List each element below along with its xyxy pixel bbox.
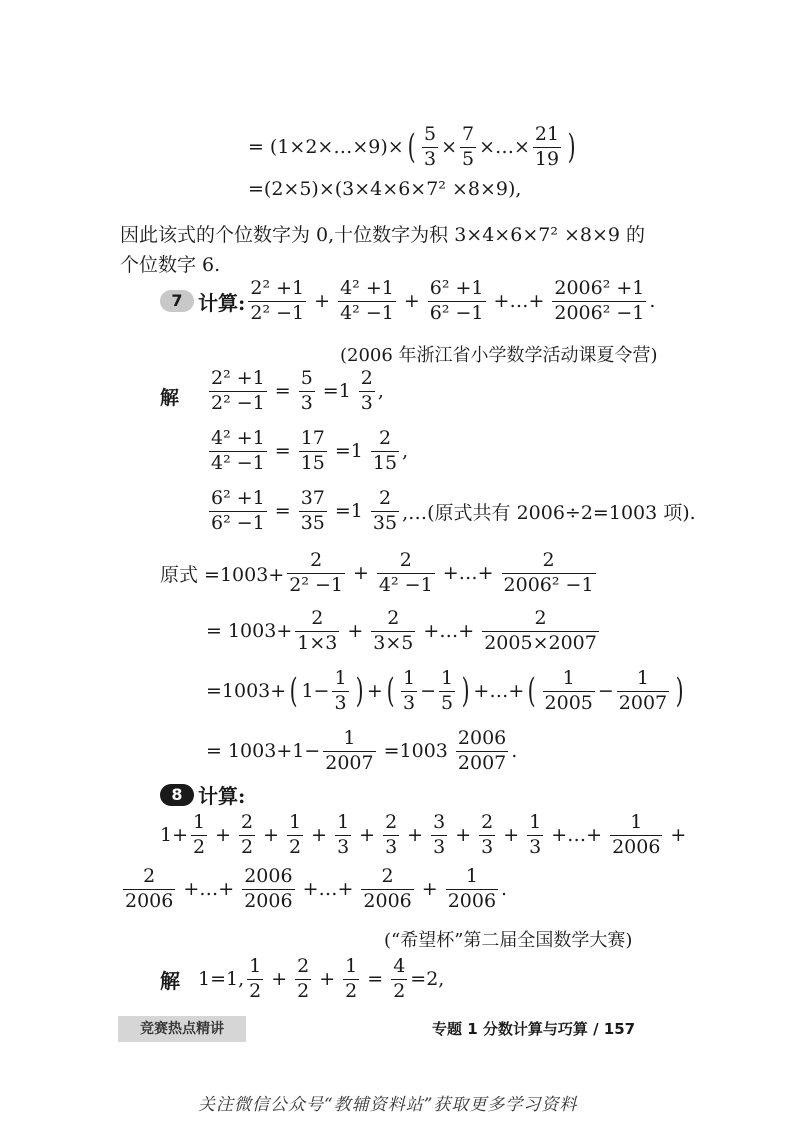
fraction: $\frac{4}{2}$ [393, 955, 406, 1002]
fraction: $\frac{2006}{2007}$ [457, 727, 507, 774]
fraction: $\frac{1}{2006}$ [612, 811, 661, 858]
problem-8 [160, 780, 245, 809]
fraction: $\frac{3}{3}$ [433, 811, 446, 858]
fraction: $\frac{2}{2005\times 2007}$ [484, 607, 597, 654]
step-3: =1003+ ( 1− $\frac{1}{3}$ ) + ( $\frac{1}{3}$ − $\frac{1}{5}$ ) +…+ ( $\frac{1}{2005}$ − $\frac{1}{2007}$ ) [206, 667, 684, 714]
fraction: $\frac{\text{2006² +1}}{\text{2006² −1}}$ [554, 277, 645, 324]
step-4: = 1003+1− $\frac{1}{2007}$ =1003 $\frac{2006}{2007}$ . [206, 727, 518, 774]
fraction: $\frac{1}{2}$ [289, 811, 302, 858]
operator: + [215, 824, 232, 847]
fraction: $\frac{2}{\text{4² −1}}$ [378, 549, 433, 596]
fraction: $\frac{1}{2}$ [345, 955, 358, 1002]
problem-number-badge: 8 [160, 784, 194, 806]
fraction: $\frac{2}{2006}$ [363, 865, 412, 912]
solution-8: 解 1=1, $\frac{1}{2}$ + $\frac{2}{2}$ + $\frac{1}{2}$ = $\frac{4}{2}$ =2, [160, 955, 445, 1002]
paren: ( [407, 127, 416, 168]
fraction: $\frac{2}{35}$ [372, 487, 398, 534]
fraction: $\frac{1}{2}$ [193, 811, 206, 858]
fraction: $\frac{37}{35}$ [300, 487, 325, 534]
fraction: $\frac{2}{\text{2² −1}}$ [289, 549, 343, 596]
text: (1×2×…×9)× [269, 136, 404, 159]
fraction: $\frac{1}{3}$ [529, 811, 542, 858]
operator: +…+ [183, 878, 235, 901]
problem-7: 7 计算: $\frac{\text{2² +1}}{\text{2² −1}}$ + $\frac{\text{4² +1}}{\text{4² −1}}$ + $\frac{\text{6² +1}}{\text{6² −1}}$ +…+ $\frac{\text{2006² +1}}{\text{2006² −1}}$ . [160, 278, 655, 325]
fraction: $\frac{2}{2}$ [297, 955, 310, 1002]
solution-row-2: $\frac{\text{4² +1}}{\text{4² −1}}$ = $\frac{17}{15}$ =1 $\frac{2}{15}$ , [211, 427, 409, 474]
text: = [248, 136, 264, 159]
solution-row-3: $\frac{\text{6² +1}}{\text{6² −1}}$ = $\frac{37}{35}$ =1 $\frac{2}{35}$ ,…(原式共有 2006÷2=1003 项). [211, 487, 696, 534]
fraction: $\frac{\text{6² +1}}{\text{6² −1}}$ [429, 277, 484, 324]
fraction: $\frac{7}{5}$ [461, 123, 475, 170]
paragraph: 因此该式的个位数字为 0,十位数字为积 3×4×6×7² ×8×9 的 [120, 224, 646, 246]
fraction: $\frac{1}{2005}$ [544, 667, 593, 714]
fraction: $\frac{2}{3}$ [360, 367, 373, 414]
fraction: $\frac{\text{6² +1}}{\text{6² −1}}$ [211, 487, 265, 534]
operator: + [670, 824, 687, 847]
solution-label: 解 [160, 387, 180, 409]
operator: + [359, 824, 376, 847]
step-2: = 1003+ $\frac{2}{1\times 3}$ + $\frac{2}{3\times 5}$ +…+ $\frac{2}{2005\times 2007}$ [206, 607, 597, 654]
operator: + [263, 824, 280, 847]
equation-line-1 [248, 124, 579, 171]
operator: +…+ [551, 824, 603, 847]
text: ×…× [479, 136, 530, 159]
fraction: $\frac{1}{2006}$ [447, 865, 497, 912]
fraction: $\frac{\text{4² +1}}{\text{4² −1}}$ [340, 277, 394, 324]
operator: + [407, 824, 424, 847]
fraction: $\frac{2}{3}$ [481, 811, 494, 858]
fraction: $\frac{1}{3}$ [337, 811, 350, 858]
fraction: $\frac{5}{3}$ [300, 367, 313, 414]
text: × [441, 136, 457, 159]
solution-label: 解 [160, 968, 180, 993]
fraction: $\frac{1}{2007}$ [618, 667, 668, 714]
fraction: $\frac{2006}{2006}$ [244, 865, 293, 912]
equation-line-2: =(2×5)×(3×4×6×7² ×8×9), [248, 178, 522, 200]
page-footer: 专题 1 分数计算与巧算 / 157 [432, 1020, 636, 1038]
problem-source: (2006 年浙江省小学数学活动课夏令营) [340, 345, 658, 366]
operator: + [311, 824, 328, 847]
problem-source: (“希望杯”第二届全国数学大赛) [384, 930, 633, 951]
fraction: $\frac{2}{3\times 5}$ [373, 607, 414, 654]
fraction: $\frac{2}{2006}$ [125, 865, 174, 912]
fraction: $\frac{21}{19}$ [534, 123, 560, 170]
fraction: $\frac{\text{2² +1}}{\text{2² −1}}$ [211, 367, 265, 414]
solution-row-1: $\frac{\text{2² +1}}{\text{2² −1}}$ = $\frac{5}{3}$ =1 $\frac{2}{3}$ , [211, 367, 384, 414]
fraction: $\frac{5}{3}$ [423, 123, 437, 170]
problem-number-badge: 7 [160, 290, 194, 312]
fraction: $\frac{1}{3}$ [403, 667, 416, 714]
fraction: $\frac{2}{\text{2006² −1}}$ [503, 549, 594, 596]
operator: + [455, 824, 472, 847]
fraction: $\frac{17}{15}$ [300, 427, 325, 474]
fraction: $\frac{2}{2}$ [241, 811, 254, 858]
problem-8-row-1: 1+ $\frac{1}{2}$ + $\frac{2}{2}$ + $\frac{1}{2}$ + $\frac{1}{3}$ + $\frac{2}{3}$ + $\frac{3}{3}$ + $\frac{2}{3}$ + $\frac{1}{3}$ +…+ $\frac{1}{2006}$ + [160, 811, 687, 858]
section-label: 竞赛热点精讲 [118, 1016, 246, 1042]
problem-label: 计算: [198, 784, 246, 808]
operator: + [421, 878, 438, 901]
paren: ) [567, 127, 576, 168]
step-1: 原式 =1003+ $\frac{2}{\text{2² −1}}$ + $\frac{2}{\text{4² −1}}$ +…+ $\frac{2}{\text{2006² −1}}$ [160, 549, 594, 596]
fraction: $\frac{1}{5}$ [441, 667, 454, 714]
operator: +…+ [302, 878, 354, 901]
operator: + [503, 824, 520, 847]
fraction: $\frac{\text{2² +1}}{\text{2² −1}}$ [250, 277, 305, 324]
fraction: $\frac{1}{3}$ [334, 667, 347, 714]
watermark: 关注微信公众号“教辅资料站”获取更多学习资料 [198, 1095, 578, 1115]
fraction: $\frac{2}{1\times 3}$ [297, 607, 338, 654]
fraction: $\frac{1}{2}$ [249, 955, 262, 1002]
paragraph: 个位数字 6. [120, 254, 221, 276]
problem-8-row-2: $\frac{2}{2006}$ +…+ $\frac{2006}{2006}$ +…+ $\frac{2}{2006}$ + $\frac{1}{2006}$ . [125, 865, 508, 912]
fraction: $\frac{1}{2007}$ [325, 727, 374, 774]
fraction: $\frac{2}{3}$ [385, 811, 398, 858]
problem-label: 计算: [198, 290, 246, 315]
fraction: $\frac{2}{15}$ [372, 427, 398, 474]
fraction: $\frac{\text{4² +1}}{\text{4² −1}}$ [211, 427, 265, 474]
